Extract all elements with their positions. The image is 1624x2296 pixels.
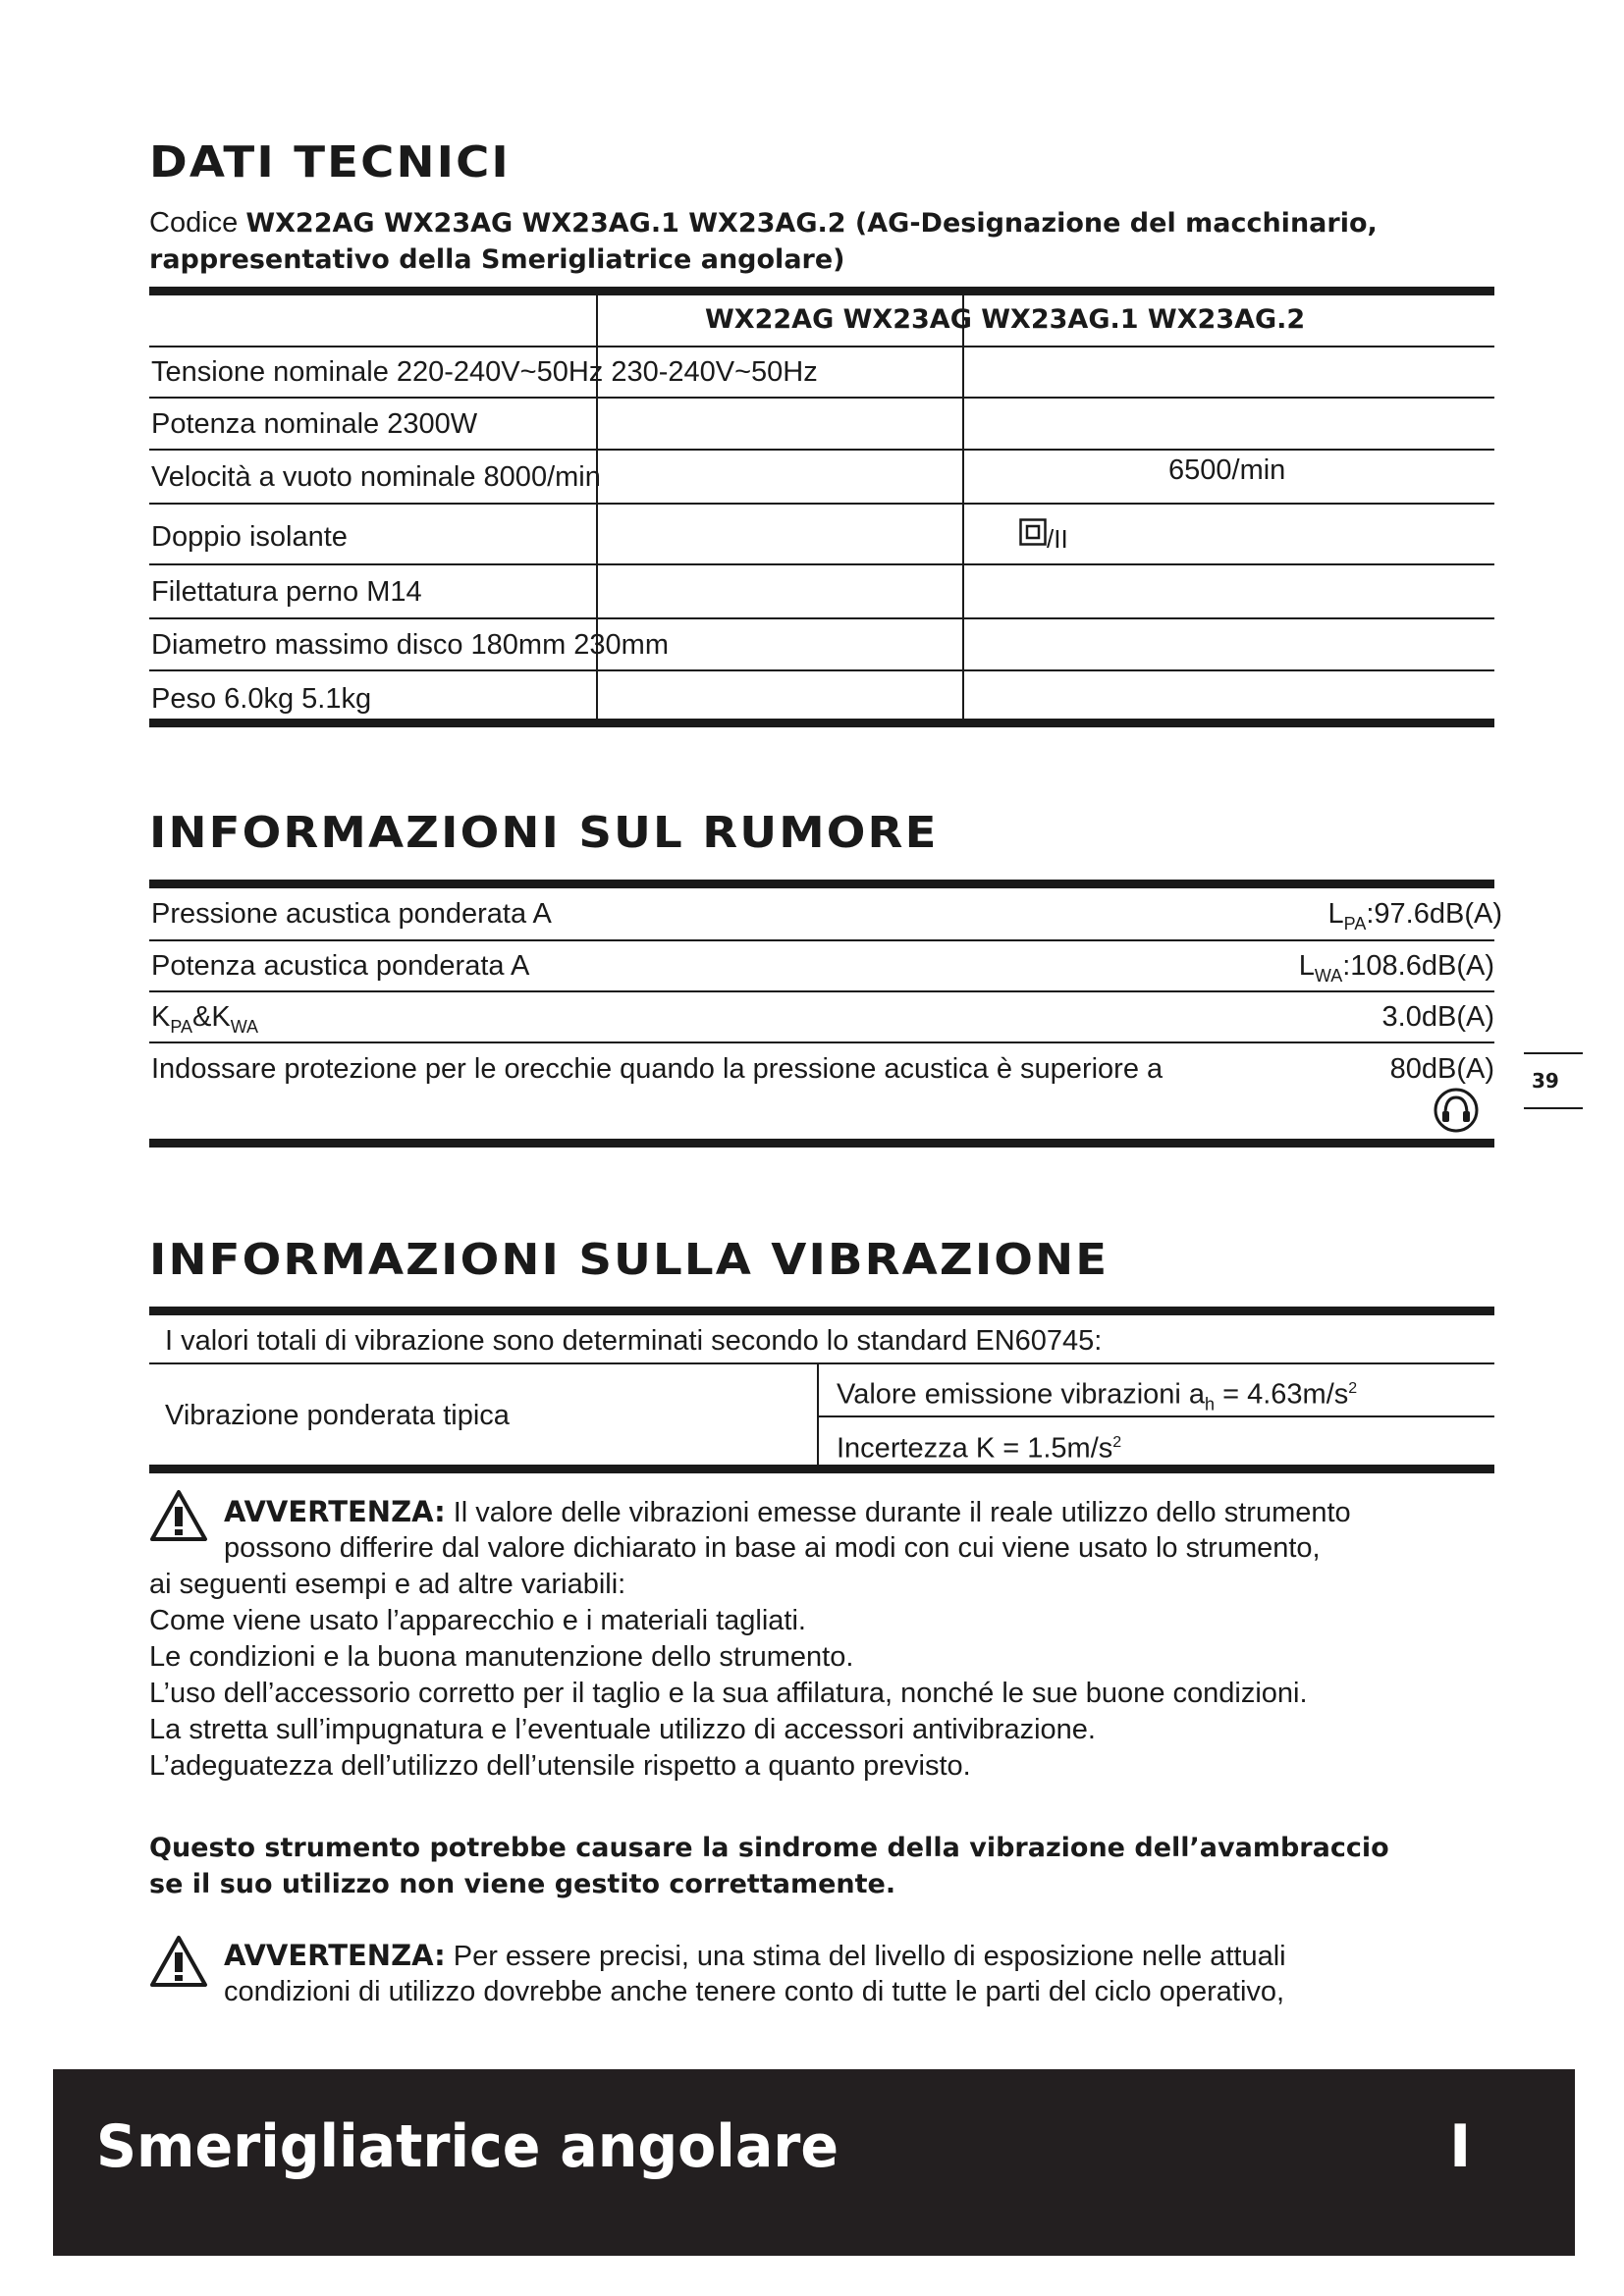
warning1-line1: AVVERTENZA: Il valore delle vibrazioni emesse durante il reale utilizzo dello strumento [224, 1495, 1351, 1528]
row-speed-value: 6500/min [1168, 454, 1286, 486]
row-rule [149, 346, 1494, 347]
code-prefix: Codice [149, 207, 246, 239]
code-line-1 [149, 205, 1378, 241]
row-rule [149, 503, 1494, 505]
code-line-2: rappresentativo della Smerigliatrice angolare) [149, 244, 845, 275]
page-tab-rule-bottom [1524, 1107, 1583, 1109]
noise-top-rule [149, 880, 1494, 888]
row-rule [149, 1041, 1494, 1043]
bold-notice [149, 1830, 1389, 1902]
noise-bottom-rule [149, 1139, 1494, 1148]
bold-notice-line2: se il suo utilizzo non viene gestito correttamente. [149, 1869, 896, 1899]
row-disc-diameter: Diametro massimo disco 180mm 230mm [151, 629, 669, 661]
warning-icon [149, 1934, 208, 1989]
noise-power-value: $L_{WA}:108.6dB(A)$ [1298, 950, 1494, 986]
vibration-bottom-rule [149, 1465, 1494, 1473]
row-rule [149, 397, 1494, 399]
row-rule [149, 563, 1494, 565]
warning1-line2: possono differire dal valore dichiarato in base ai modi con cui viene usato lo strumento, [224, 1532, 1321, 1564]
row-double-insulation-value: /II [1047, 524, 1068, 554]
row-rule [149, 1362, 1494, 1364]
vibration-intro: I valori totali di vibrazione sono determinati secondo lo standard EN60745: [165, 1325, 1103, 1357]
table-header-models: WX22AG WX23AG WX23AG.1 WX23AG.2 [705, 304, 1306, 335]
page-tab-rule-top [1524, 1052, 1583, 1054]
table-top-rule [149, 287, 1494, 295]
row-voltage: Tensione nominale 220-240V~50Hz 230-240V~50Hz [151, 356, 818, 388]
row-thread: Filettatura perno M14 [151, 576, 422, 608]
row-rule [817, 1415, 1494, 1417]
row-weight: Peso 6.0kg 5.1kg [151, 683, 372, 715]
tech-heading: DATI TECNICI [149, 137, 511, 187]
warning1-item: L’adeguatezza dell’utilizzo dell’utensile rispetto a quanto previsto. [149, 1750, 971, 1782]
noise-pressure-value: $L_{PA}:97.6dB(A)$ [1327, 898, 1502, 934]
row-rule [149, 669, 1494, 671]
table-divider-2 [962, 294, 964, 719]
row-rule [149, 990, 1494, 992]
code-models: WX22AG WX23AG WX23AG.1 WX23AG.2 (AG-Designazione del macchinario, [245, 208, 1378, 239]
bold-notice-line1: Questo strumento potrebbe causare la sindrome della vibrazione dell’avambraccio [149, 1833, 1389, 1863]
warning2-line1: AVVERTENZA: Per essere precisi, una stima del livello di esposizione nelle attuali [224, 1939, 1286, 1972]
warning2-title: AVVERTENZA: [224, 1939, 446, 1972]
row-rule [149, 939, 1494, 941]
row-rule [149, 449, 1494, 451]
warning1-item: Le condizioni e la buona manutenzione dello strumento. [149, 1641, 854, 1673]
warning1-item: L’uso dell’accessorio corretto per il taglio e la sua affilatura, nonché le sue buone condizioni. [149, 1678, 1308, 1709]
vibration-uncertainty: Incertezza $K = 1.5m/s^2$ [837, 1432, 1122, 1465]
row-rule [149, 617, 1494, 619]
table-bottom-rule [149, 719, 1494, 727]
noise-k-label: $K_{PA}\&K_{WA}$ [151, 1001, 259, 1037]
vibration-divider [817, 1362, 819, 1465]
warning1-item: La stretta sull’impugnatura e l’eventuale utilizzo di accessori antivibrazione. [149, 1714, 1096, 1745]
noise-pressure-label: Pressione acustica ponderata A [151, 898, 552, 930]
warning1-title: AVVERTENZA: [224, 1495, 446, 1528]
vibration-top-rule [149, 1307, 1494, 1315]
warning1-item: ai seguenti esempi e ad altre variabili: [149, 1569, 626, 1600]
vibration-heading: INFORMAZIONI SULLA VIBRAZIONE [149, 1235, 1110, 1285]
row-speed: Velocità a vuoto nominale 8000/min [151, 461, 601, 493]
warning2-line2: condizioni di utilizzo dovrebbe anche tenere conto di tutte le parti del ciclo operativo, [224, 1976, 1285, 2007]
row-power: Potenza nominale 2300W [151, 408, 478, 440]
noise-k-value: 3.0dB(A) [1381, 1001, 1494, 1033]
footer-title: Smerigliatrice angolare [96, 2112, 839, 2181]
noise-heading: INFORMAZIONI SUL RUMORE [149, 808, 939, 858]
warning-icon [149, 1488, 208, 1543]
warning1-item: Come viene usato l’apparecchio e i materiali tagliati. [149, 1605, 806, 1636]
noise-ear-protection-value: 80dB(A) [1389, 1053, 1494, 1085]
row-double-insulation: Doppio isolante [151, 521, 348, 553]
ear-protection-icon [1434, 1088, 1479, 1133]
vibration-emission: Valore emissione vibrazioni $a_h = 4.63m/s^2$ [837, 1378, 1358, 1415]
footer-language: I [1449, 2112, 1472, 2181]
page-number: 39 [1532, 1069, 1559, 1093]
vibration-typical-label: Vibrazione ponderata tipica [165, 1400, 510, 1431]
noise-power-label: Potenza acustica ponderata A [151, 950, 530, 982]
warning1-text [149, 1567, 1308, 1785]
noise-ear-protection-label: Indossare protezione per le orecchie quando la pressione acustica è superiore a [151, 1053, 1164, 1085]
double-insulation-icon [1019, 518, 1047, 546]
